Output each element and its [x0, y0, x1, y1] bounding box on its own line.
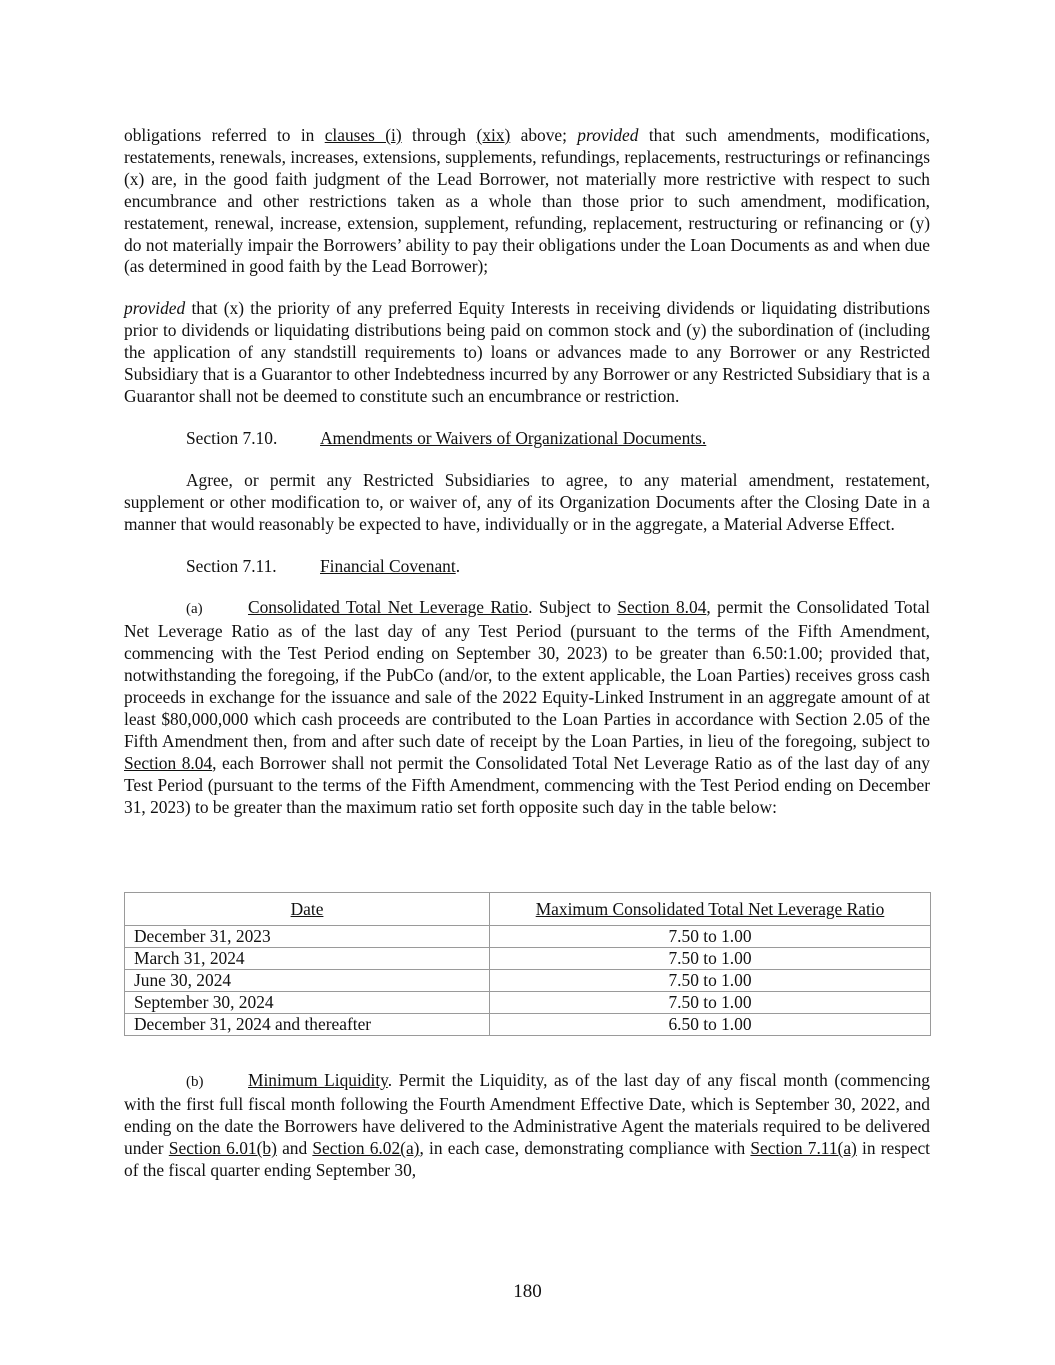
clause-xix-reference: (xix) [476, 125, 511, 145]
column-header-max-ratio: Maximum Consolidated Total Net Leverage Ratio [490, 893, 931, 926]
clauses-i-reference: clauses (i) [324, 125, 402, 145]
ratio-cell: 7.50 to 1.00 [490, 926, 931, 948]
section-7-10-heading: Section 7.10. Amendments or Waivers of Organizational Documents. [186, 427, 707, 448]
date-cell: December 31, 2023 [125, 926, 490, 948]
table-row [125, 926, 931, 948]
table-row [125, 970, 931, 992]
section-8-04-reference: Section 8.04 [617, 597, 707, 618]
minimum-liquidity-title: Minimum Liquidity [248, 1070, 388, 1091]
date-cell: December 31, 2024 and thereafter [125, 1014, 490, 1036]
section-7-10-body: Agree, or permit any Restricted Subsidiaries to agree, to any material amendment, restatement, supplement or other modification to, or waiver of, any of its Organization Documents after the Closing Date in a manner that would reasonably be expected to have, individually or in the aggregate, a Material Adverse Effect. [124, 469, 930, 534]
table-header-row [125, 893, 931, 926]
leverage-ratio-title: Consolidated Total Net Leverage Ratio [248, 597, 529, 618]
date-cell: June 30, 2024 [125, 970, 490, 992]
section-7-11-a: (a) Consolidated Total Net Leverage Ratio. Subject to Section 8.04, permit the Consolidated Total Net Leverage Ratio as of the last day of any Test Period (pursuant to the terms of the Fifth Amendment, commencing with the Test Period ending on September 30, 2023) to be greater than 6.50:1.00; provided that, notwithstanding the foregoing, if the PubCo (and/or, to the extent applicable, the Loan Parties) receives gross cash proceeds in exchange for the issuance and sale of the 2022 Equity-Linked Instrument in an aggregate amount of at least $80,000,000 which cash proceeds are contributed to the Loan Parties in accordance with Section 2.05 of the Fifth Amendment then, from and after such date of receipt by the Loan Parties, in lieu of the foregoing, subject to Section 8.04, each Borrower shall not permit the Consolidated Total Net Leverage Ratio as of the last day of any Test Period (pursuant to the terms of the Fifth Amendment, commencing with the Test Period ending on December 31, 2023) to be greater than the maximum ratio set forth opposite such day in the table below: [124, 597, 931, 817]
date-cell: March 31, 2024 [125, 948, 490, 970]
ratio-cell: 7.50 to 1.00 [490, 948, 931, 970]
table-row [125, 992, 931, 1014]
section-7-10-title: Amendments or Waivers of Organizational Documents. [320, 427, 707, 448]
ratio-cell: 7.50 to 1.00 [490, 970, 931, 992]
paragraph-proviso-amendments: obligations referred to in clauses (i) through (xix) above; provided that such amendments, modifications, restatements, renewals, increases, extensions, supplements, refundings, replacements, restructurings or refinancings (x) are, in the good faith judgment of the Lead Borrower, not materially more restrictive with respect to such encumbrance and other restrictions taken as a whole than those prior to such amendment, modification, restatement, renewal, increase, extension, supplement, refunding, replacement, restructuring or refinancing or (y) do not materially impair the Borrowers’ ability to pay their obligations under the Loan Documents as and when due (as determined in good faith by the Lead Borrower); [124, 125, 930, 277]
paragraph-proviso-priority: provided that (x) the priority of any preferred Equity Interests in receiving dividends or liquidating distributions prior to dividends or liquidating distributions being paid on common stock and (y) the subordination of (including the application of any standstill requirements to) loans or advances made to any Borrower or any Restricted Subsidiary that is a Guarantor to other Indebtedness incurred by any Borrower or any Restricted Subsidiary that is a Guarantor shall not be deemed to constitute such an encumbrance or restriction. [124, 298, 930, 406]
column-header-date: Date [125, 893, 490, 926]
date-cell: September 30, 2024 [125, 992, 490, 1014]
document-page [124, 125, 930, 1182]
leverage-ratio-table [124, 892, 931, 1036]
table-row [125, 1014, 931, 1036]
section-6-02a-reference: Section 6.02(a) [312, 1138, 420, 1159]
section-8-04-reference: Section 8.04 [124, 752, 213, 773]
section-7-11-heading: Section 7.11. Financial Covenant. [186, 555, 461, 576]
section-6-01b-reference: Section 6.01(b) [168, 1138, 277, 1159]
section-7-11a-reference: Section 7.11(a) [750, 1138, 857, 1159]
section-7-11-b: (b) Minimum Liquidity. Permit the Liquidity, as of the last day of any fiscal month (commencing with the first full fiscal month following the Fourth Amendment Effective Date, which is September 30, 2022, and ending on the date the Borrowers have delivered to the Administrative Agent the materials required to be delivered under Section 6.01(b) and Section 6.02(a), in each case, demonstrating compliance with Section 7.11(a) in respect of the fiscal quarter ending September 30, [124, 1070, 930, 1181]
page-number: 180 [513, 1281, 542, 1302]
table-row [125, 948, 931, 970]
section-7-11-title: Financial Covenant [320, 555, 456, 576]
ratio-cell: 6.50 to 1.00 [490, 1014, 931, 1036]
ratio-cell: 7.50 to 1.00 [490, 992, 931, 1014]
